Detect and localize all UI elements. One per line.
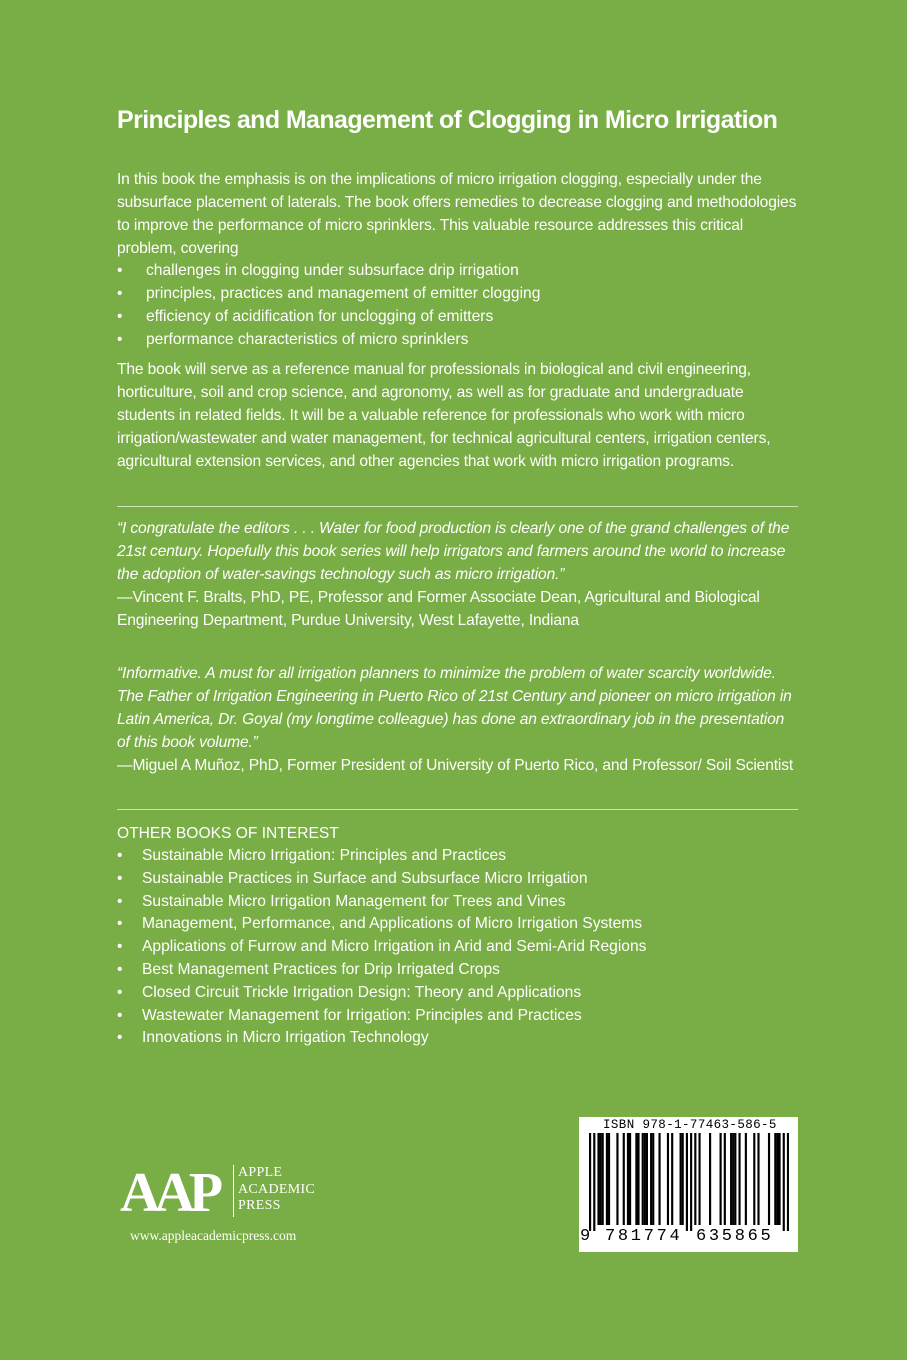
book-title: Principles and Management of Clogging in Micro Irrigation — [117, 106, 778, 134]
list-item: • principles, practices and management of emitter clogging — [117, 282, 801, 305]
barcode-bar — [778, 1133, 780, 1225]
barcode-digit: 4 — [669, 1227, 680, 1246]
barcode-bar — [757, 1133, 759, 1225]
list-item: • Sustainable Practices in Surface and Subsurface Micro Irrigation — [117, 868, 801, 891]
barcode-bar — [734, 1133, 736, 1225]
publisher-name — [238, 1165, 315, 1215]
barcode-bars — [589, 1133, 789, 1231]
barcode-bar — [600, 1133, 602, 1225]
barcode-digit: 5 — [760, 1227, 771, 1246]
barcode-bar — [686, 1133, 688, 1231]
barcode-bar — [593, 1133, 595, 1231]
barcode-bar — [709, 1133, 711, 1225]
barcode-digit: 8 — [617, 1227, 629, 1246]
list-item: • Wastewater Management for Irrigation: Principles and Practices — [117, 1005, 801, 1028]
isbn-label: ISBN 978-1-77463-586-5 — [603, 1118, 777, 1132]
barcode-bar — [783, 1133, 785, 1231]
list-item: • Innovations in Micro Irrigation Technology — [117, 1027, 801, 1050]
barcode-bar — [738, 1133, 740, 1225]
list-item: • Best Management Practices for Drip Irrigated Crops — [117, 959, 801, 982]
publisher-name-line: APPLE — [238, 1165, 283, 1180]
barcode-digit: 5 — [721, 1227, 732, 1246]
barcode-digit: 8 — [734, 1227, 745, 1246]
endorsement-quote — [117, 662, 801, 777]
barcode-bar — [646, 1133, 648, 1225]
barcode-digit: 3 — [708, 1227, 720, 1246]
barcode-bar — [682, 1133, 684, 1225]
list-item: • Sustainable Micro Irrigation Management for Trees and Vines — [117, 891, 801, 914]
divider — [117, 809, 798, 810]
barcode-bar — [606, 1133, 608, 1225]
list-item: • Management, Performance, and Applications of Micro Irrigation Systems — [117, 913, 801, 936]
barcode-bar — [671, 1133, 673, 1225]
barcode-bar — [720, 1133, 722, 1225]
list-item: • efficiency of acidification for unclogging of emitters — [117, 305, 801, 328]
intro-paragraph: In this book the emphasis is on the implications of micro irrigation clogging, especially under the subsurface placement of laterals. The book offers remedies to decrease clogging and methodologies to improve the performance of micro sprinklers. This valuable resource addresses this critical problem, covering — [117, 171, 797, 257]
barcode-bar — [658, 1133, 660, 1225]
logo-divider — [233, 1165, 234, 1217]
barcode-bar — [768, 1133, 770, 1225]
publisher-name-line: PRESS — [238, 1198, 281, 1213]
barcode-bar — [627, 1133, 629, 1225]
barcode-bar — [597, 1133, 599, 1225]
barcode-bar — [637, 1133, 639, 1225]
barcode-bar — [774, 1133, 776, 1225]
barcode-bar — [680, 1133, 682, 1225]
barcode-bar — [694, 1133, 696, 1225]
barcode-bar — [787, 1133, 789, 1231]
barcode-digit: 6 — [747, 1227, 758, 1246]
barcode-bar — [698, 1133, 700, 1225]
publisher-url: www.appleacademicpress.com — [130, 1228, 297, 1243]
isbn-barcode — [579, 1117, 798, 1252]
divider — [117, 506, 798, 507]
coverage-list — [117, 259, 801, 351]
barcode-bar — [650, 1133, 652, 1225]
barcode-bar — [745, 1133, 747, 1225]
other-books-list — [117, 845, 801, 1050]
barcode-bar — [635, 1133, 637, 1225]
barcode-bar — [642, 1133, 644, 1225]
other-books-heading: OTHER BOOKS OF INTEREST — [117, 825, 339, 842]
barcode-bar — [776, 1133, 778, 1225]
barcode-bar — [644, 1133, 646, 1225]
list-item: • performance characteristics of micro sprinklers — [117, 328, 801, 351]
quote-attribution: —Vincent F. Bralts, PhD, PE, Professor and Former Associate Dean, Agricultural and Biological Engineering Department, Purdue University, West Lafayette, Indiana — [117, 589, 760, 629]
barcode-bar — [616, 1133, 618, 1225]
barcode-digit: 7 — [656, 1227, 667, 1246]
barcode-bar — [652, 1133, 654, 1225]
barcode-bar — [629, 1133, 631, 1225]
barcode-bar — [623, 1133, 625, 1225]
list-item: • Applications of Furrow and Micro Irrigation in Arid and Semi-Arid Regions — [117, 936, 801, 959]
barcode-digit: 1 — [630, 1227, 641, 1246]
list-item: • Sustainable Micro Irrigation: Principles and Practices — [117, 845, 801, 868]
barcode-digit: 7 — [605, 1227, 616, 1246]
publisher-logo — [120, 1163, 350, 1253]
publisher-name-line: ACADEMIC — [238, 1181, 316, 1197]
list-item: • challenges in clogging under subsurface drip irrigation — [117, 259, 801, 282]
endorsement-quote — [117, 517, 801, 632]
barcode-bar — [667, 1133, 669, 1225]
barcode-bar — [730, 1133, 732, 1225]
quote-text: “I congratulate the editors . . . Water for food production is clearly one of the grand challenges of the 21st century. Hopefully this book series will help irrigators and farmers around the world to increase the adoption of water-savings technology such as micro irrigation.” — [117, 520, 790, 583]
logo-mark: AAP — [120, 1162, 218, 1224]
barcode-bar — [724, 1133, 726, 1225]
barcode-bar — [602, 1133, 604, 1225]
list-item: • Closed Circuit Trickle Irrigation Design: Theory and Applications — [117, 982, 801, 1005]
quote-text: “Informative. A must for all irrigation planners to minimize the problem of water scarcity worldwide. The Father of Irrigation Engineering in Puerto Rico of 21st Century and pioneer on micro irrigation in Latin America, Dr. Goyal (my longtime colleague) has done an extraordinary job in the presentation of this book volume.” — [117, 665, 792, 751]
barcode-digit: 6 — [696, 1227, 707, 1246]
barcode-digit: 9 — [580, 1227, 591, 1246]
barcode-bar — [608, 1133, 610, 1225]
barcode-bar — [753, 1133, 755, 1225]
barcode-digit: 7 — [643, 1227, 654, 1246]
audience-paragraph: The book will serve as a reference manual for professionals in biological and civil engineering, horticulture, soil and crop science, and agronomy, as well as for graduate and undergraduate students in related fields. It will be a valuable reference for professionals who work with micro irrigation/wastewater and water management, for technical agricultural centers, irrigation centers, agricultural extension services, and other agencies that work with micro irrigation programs. — [117, 361, 771, 470]
quote-attribution: —Miguel A Muñoz, PhD, Former President of University of Puerto Rico, and Professor/ Soil Scientist — [117, 757, 794, 774]
barcode-bar — [690, 1133, 692, 1231]
barcode-bar — [589, 1133, 591, 1231]
barcode-bar — [732, 1133, 734, 1225]
